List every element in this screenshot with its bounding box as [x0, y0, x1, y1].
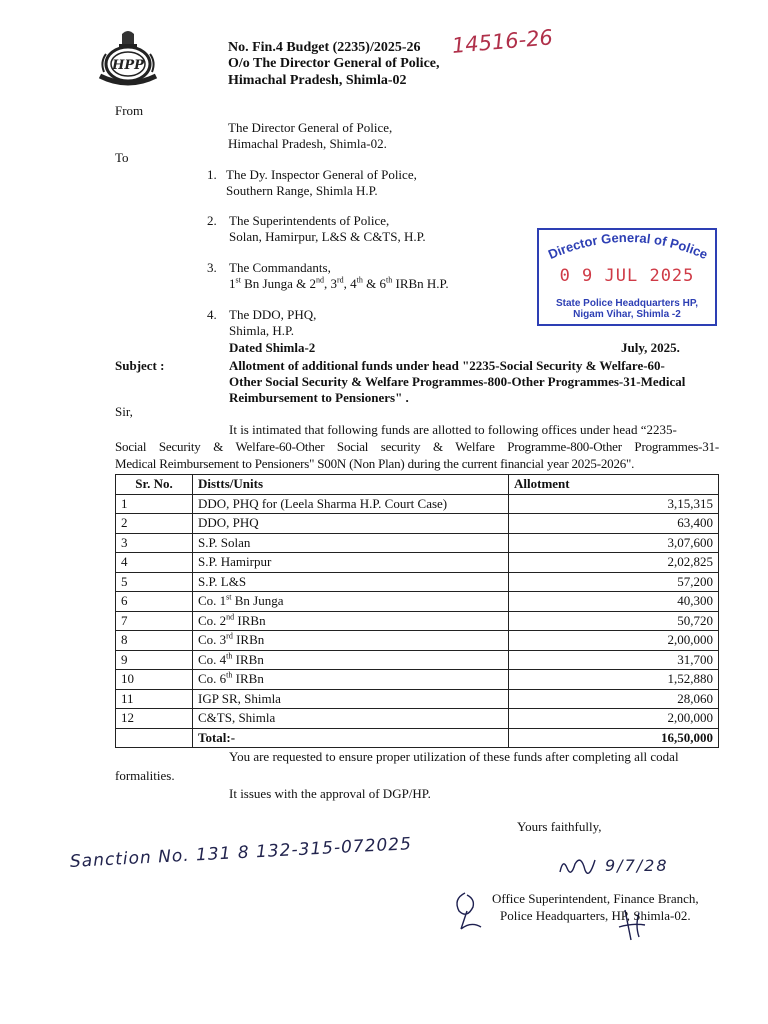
recipient-4-number: 4.: [207, 307, 217, 322]
yours-faithfully: Yours faithfully,: [517, 819, 602, 834]
para3: It issues with the approval of DGP/HP.: [229, 786, 431, 801]
reference-number: No. Fin.4 Budget (2235)/2025-26: [228, 40, 421, 55]
recipient-2-number: 2.: [207, 213, 217, 228]
recipient-1-line-2: Southern Range, Shimla H.P.: [226, 183, 378, 198]
table-row: 8 Co. 3rd IRBn 2,00,000: [116, 631, 719, 651]
stamp-title-arc: [539, 230, 715, 260]
subject-line-3: Reimbursement to Pensioners" .: [229, 390, 409, 405]
recipient-3-line-1: The Commandants,: [229, 260, 331, 275]
table-row: 3 S.P. Solan 3,07,600: [116, 533, 719, 553]
dated-place: Dated Shimla-2: [229, 340, 316, 355]
header-units: Distts/Units: [193, 475, 509, 495]
table-total-row: [116, 728, 719, 748]
table-row: 4 S.P. Hamirpur 2,02,825: [116, 553, 719, 573]
total-label: Total:-: [193, 728, 509, 748]
table-row: 6 Co. 1st Bn Junga 40,300: [116, 592, 719, 612]
office-line-2: Himachal Pradesh, Shimla-02: [228, 73, 407, 88]
total-amount: 16,50,000: [509, 728, 719, 748]
from-line-2: Himachal Pradesh, Shimla-02.: [228, 136, 387, 151]
table-row: 10 Co. 6th IRBn 1,52,880: [116, 670, 719, 690]
handwritten-diary-number: 14516-26: [450, 25, 554, 58]
para2-line-2: formalities.: [115, 768, 175, 783]
handwritten-sanction-number: Sanction No. 131 8 132-315-072025: [69, 834, 413, 872]
office-line-1: O/o The Director General of Police,: [228, 56, 440, 71]
subject-label: Subject :: [115, 358, 165, 373]
from-line-1: The Director General of Police,: [228, 120, 393, 135]
recipient-3-line-2: 1st Bn Junga & 2nd, 3rd, 4th & 6th IRBn H.P.: [229, 275, 449, 291]
recipient-1-line-1: The Dy. Inspector General of Police,: [226, 167, 417, 182]
salutation: Sir,: [115, 404, 133, 419]
svg-text:Director General of Police: Director General of Police: [545, 230, 711, 260]
header-allotment: Allotment: [509, 475, 719, 495]
recipient-1-number: 1.: [207, 167, 217, 182]
stamp-date: 0 9 JUL 2025: [559, 266, 695, 286]
to-label: To: [115, 150, 129, 165]
from-label: From: [115, 103, 144, 118]
handwritten-initials-date: 9/7/28: [605, 856, 669, 875]
table-header-row: [116, 475, 719, 495]
hp-police-emblem: [92, 26, 164, 92]
para1-line-2: Social Security & Welfare-60-Other Social security & Welfare Programme-800-Other Programmes-31-: [115, 439, 719, 454]
emblem-text: HPP: [112, 58, 144, 73]
signatory-line-2: Police Headquarters, HP, Shimla-02.: [500, 908, 691, 923]
para1-line-3: Medical Reimbursement to Pensioners" S00N (Non Plan) during the current financial year 2025-2026".: [115, 456, 635, 471]
table-row: 1 DDO, PHQ for (Leela Sharma H.P. Court Case) 3,15,315: [116, 494, 719, 514]
signatory-line-1: Office Superintendent, Finance Branch,: [492, 891, 699, 906]
recipient-2-line-2: Solan, Hamirpur, L&S & C&TS, H.P.: [229, 229, 426, 244]
table-row: 9 Co. 4th IRBn 31,700: [116, 650, 719, 670]
subject-line-2: Other Social Security & Welfare Programmes-800-Other Programmes-31-Medical: [229, 374, 686, 389]
dated-date: July, 2025.: [621, 340, 680, 355]
table-row: 5 S.P. L&S 57,200: [116, 572, 719, 592]
table-row: 11 IGP SR, Shimla 28,060: [116, 689, 719, 709]
recipient-3-number: 3.: [207, 260, 217, 275]
table-row: 2 DDO, PHQ 63,400: [116, 514, 719, 534]
recipient-2-line-1: The Superintendents of Police,: [229, 213, 390, 228]
stamp-line-1: State Police Headquarters HP,: [555, 298, 699, 309]
para2-line-1: You are requested to ensure proper utilization of these funds after completing all codal: [229, 749, 679, 764]
allotment-table: [115, 474, 719, 748]
handwritten-signature-mark: [445, 885, 495, 935]
para1-line-1: It is intimated that following funds are allotted to following offices under head “2235-: [229, 422, 677, 437]
subject-line-1: Allotment of additional funds under head "2235-Social Security & Welfare-60-: [229, 358, 665, 373]
stamp-line-2: Nigam Vihar, Shimla -2: [573, 309, 681, 320]
recipient-4-line-2: Shimla, H.P.: [229, 323, 295, 338]
recipient-4-line-1: The DDO, PHQ,: [229, 307, 317, 322]
header-sr-no: Sr. No.: [116, 475, 193, 495]
receipt-stamp: [537, 228, 717, 326]
table-row: 12 C&TS, Shimla 2,00,000: [116, 709, 719, 729]
table-row: 7 Co. 2nd IRBn 50,720: [116, 611, 719, 631]
